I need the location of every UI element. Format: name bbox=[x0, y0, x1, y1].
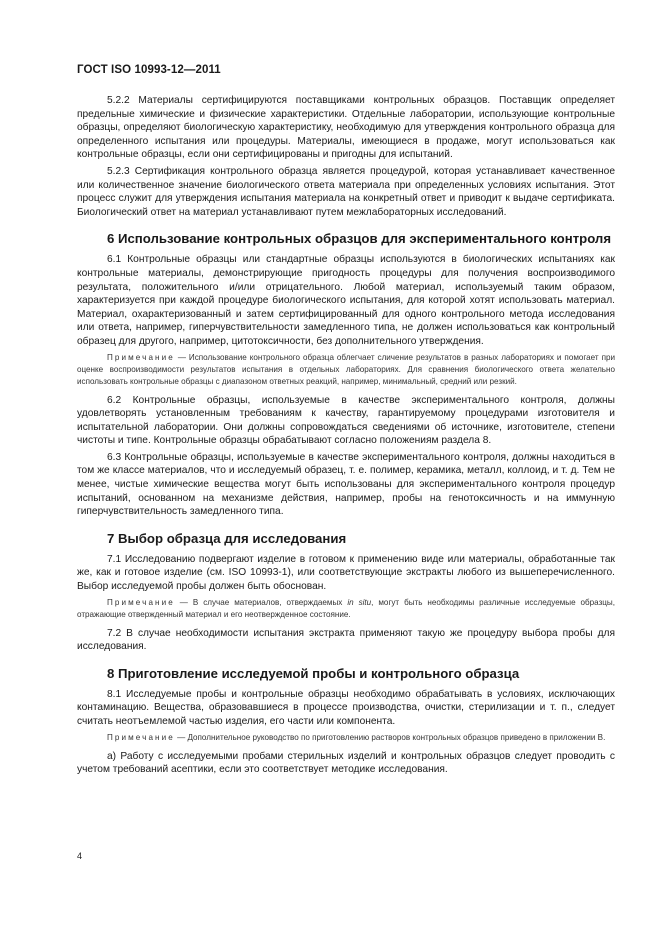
note-dash: — bbox=[174, 352, 189, 362]
body-paragraph: 7.2 В случае необходимости испытания экстракта применяют такую же процедуру выбора пробы для исследования. bbox=[77, 627, 615, 653]
section-heading: 8 Приготовление исследуемой пробы и контрольного образца bbox=[107, 665, 520, 681]
page-number: 4 bbox=[77, 851, 83, 861]
note-dash: — bbox=[174, 732, 188, 742]
body-paragraph: 8.1 Исследуемые пробы и контрольные образцы необходимо обрабатывать в условиях, исключающих контаминацию. Вещества, образовавшиеся в процессе производства, очистки, стерилизации и т. п., следует считать неотъемлемой частью изделия, его части или компонента. bbox=[77, 688, 615, 727]
note-label: Примечание bbox=[107, 597, 175, 607]
body-paragraph: 5.2.3 Сертификация контрольного образца является процедурой, которая устанавливает качественное или количественное значение биологического ответа материала при определенных условиях испытания. Этот процесс служит для утверждения испытания материала на конкретный ответ и приводит к выдаче сертификата. Биологический ответ на материал устанавливают путем межлабораторных исследований. bbox=[77, 165, 615, 218]
body-paragraph: 6.2 Контрольные образцы, используемые в качестве экспериментального контроля, должны удовлетворять установленным требованиям к качеству, гарантируемому процедурами изготовителя и испытательной лаборатории. Они должны сопровождаться сведениями об источнике, изготовителе, степени чистоты и типе. Контрольные образцы обрабатывают согласно положениям раздела 8. bbox=[77, 394, 615, 447]
document-header: ГОСТ ISO 10993-12—2011 bbox=[77, 64, 221, 76]
body-paragraph: 6.1 Контрольные образцы или стандартные образцы используются в биологических испытаниях как контрольные материалы, демонстрирующие пригодность процедуры для получения воспроизводимого результата, положительного и/или отрицательного. Любой материал, используемый таким образом, характеризуется при каждой процедуре биологического испытания, для которой хотят использовать материал. Материал, охарактеризованный и затем сертифицированный для одного контрольного метода исследования или ответа, например, гиперчувствительности замедленного типа, не должен использоваться как контрольный образец для другого, например, цитотоксичности, без дополнительного утверждения. bbox=[77, 254, 615, 347]
note-text: В случае материалов, отверждаемых in situ, могут быть необходимы различные исследуемые образцы, отражающие отвержденный материал и его неотвержденное состояние. bbox=[77, 597, 615, 619]
body-paragraph: 5.2.2 Материалы сертифицируются поставщиками контрольных образцов. Поставщик определяет предельные химические и физические характеристики. Отдельные лаборатории, использующие контрольные образцы, определяют биологическую характеристику, необходимую для утверждения контрольного образца для определенного испытания или процедуры. Материалы, имеющиеся в продаже, могут использоваться как контрольные образцы, если они сертифицированы и пригодны для испытаний. bbox=[77, 95, 615, 161]
note-paragraph bbox=[77, 732, 615, 744]
section-heading: 7 Выбор образца для исследования bbox=[107, 530, 347, 546]
note-label: Примечание bbox=[107, 732, 175, 742]
body-paragraph: 6.3 Контрольные образцы, используемые в качестве экспериментального контроля, должны находиться в том же классе материалов, что и исследуемый образец, т. е. полимер, керамика, металл, коллоид, и т. д. Тем не менее, чистые химические вещества могут быть использованы для экспериментального контроля процедур испытаний, основанном на механизме действия, например, пробы на генотоксичность и на иммунную гиперчувствительность замедленного типа. bbox=[77, 451, 615, 518]
body-paragraph: 7.1 Исследованию подвергают изделие в готовом к применению виде или материалы, обработанные так же, как и готовое изделие (см. ISO 10993-1), или соответствующие экстракты любого из вышеперечисленного. Выбор исследуемой пробы должен быть обоснован. bbox=[77, 553, 615, 593]
note-paragraph bbox=[77, 597, 615, 621]
note-paragraph bbox=[77, 352, 615, 388]
note-dash: — bbox=[174, 597, 193, 607]
section-heading: 6 Использование контрольных образцов для экспериментального контроля bbox=[107, 231, 612, 247]
note-text: Использование контрольного образца облегчает сличение результатов в разных лабораториях и помогает при оценке воспроизводимости результатов испытания в отдельных лабораториях. Для сравнения биологического ответа желательно использовать контрольные образцы с диапазоном ответных реакций, например, минимальный, средний или резкий. bbox=[77, 352, 615, 386]
note-label: Примечание bbox=[107, 352, 175, 362]
body-paragraph: а) Работу с исследуемыми пробами стерильных изделий и контрольных образцов следует проводить с учетом требований асептики, если это соответствует методике исследования. bbox=[77, 750, 615, 776]
document-body bbox=[77, 94, 615, 780]
note-text: Дополнительное руководство по приготовлению растворов контрольных образцов приведено в приложении В. bbox=[187, 732, 606, 742]
